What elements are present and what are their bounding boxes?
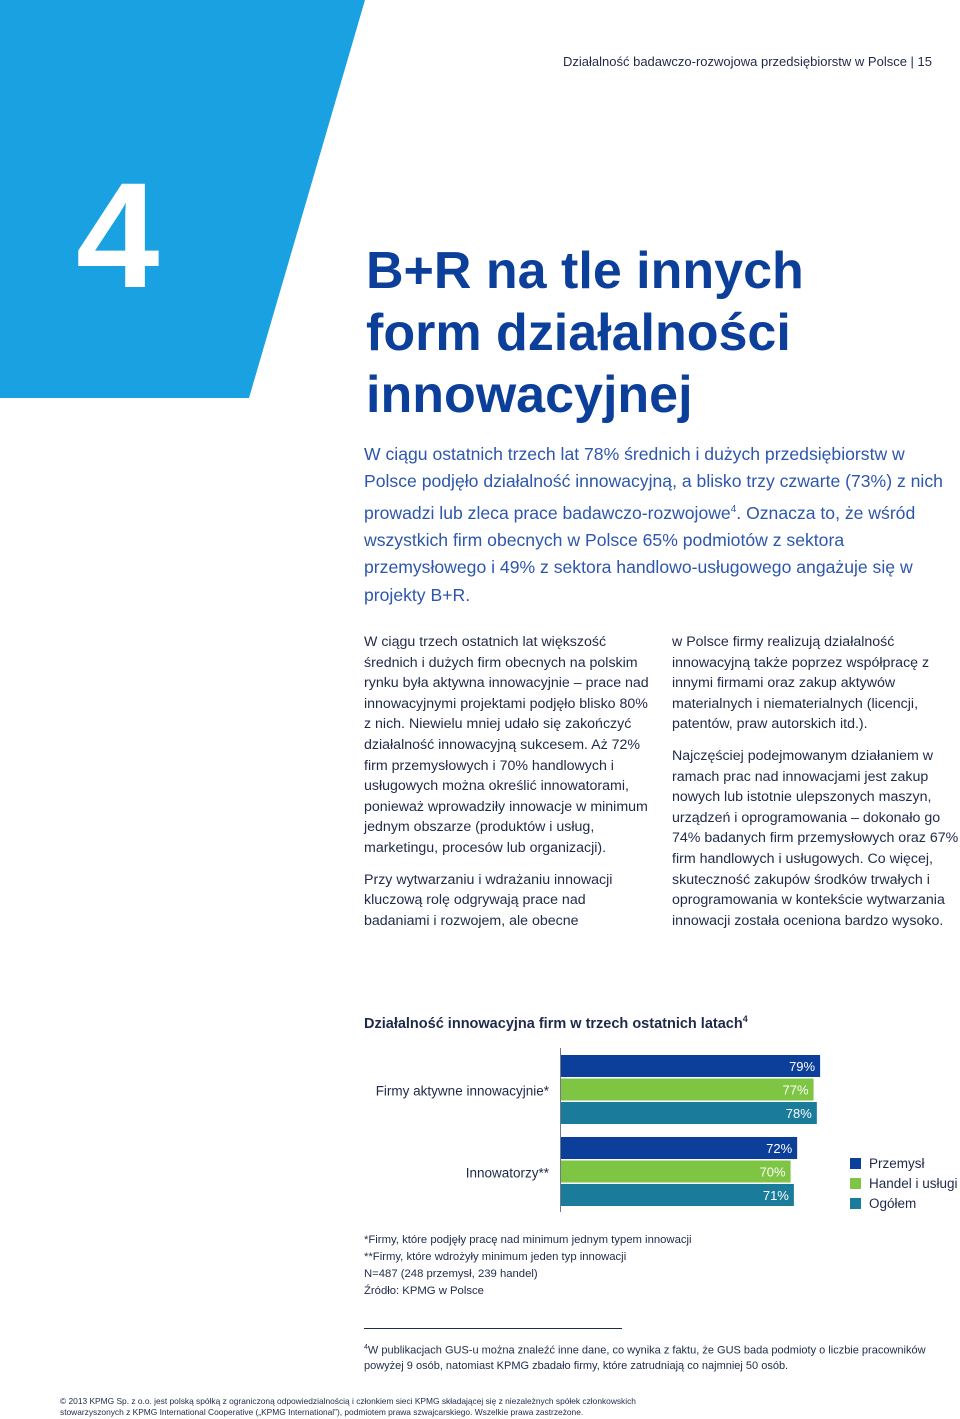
copyright: © 2013 KPMG Sp. z o.o. jest polską spółką z ograniczoną odpowiedzialnością i członkiem sieci KPMG składającej się z niezależnych spółek członkowskich stowarzyszonych z KPMG International Cooperative („KPMG International”), podmiotem prawa szwajcarskiego. Wszelkie prawa zastrzeżone. [60, 1396, 636, 1417]
bar [561, 1161, 791, 1183]
chapter-number: 4 [76, 151, 160, 319]
body-paragraph: Przy wytwarzaniu i wdrażaniu innowacji kluczową rolę odgrywają prace nad badaniami i rozwojem, ale obecne [364, 871, 613, 929]
bar [561, 1184, 794, 1206]
legend-swatch [850, 1198, 861, 1209]
running-header: Działalność badawczo-rozwojowa przedsiębiorstw w Polsce | 15 [563, 54, 932, 69]
title-line: form działalności [366, 304, 791, 362]
category-label: Innowatorzy** [465, 1165, 549, 1181]
data-label: 71% [762, 1188, 789, 1203]
category-label: Firmy aktywne innowacyjnie* [375, 1083, 549, 1099]
footnote: $^4$W publikacjach GUS-u można znaleźć inne dane, co wynika z faktu, że GUS bada podmioty o liczbie pracowników powyżej 9 osób, natomiast KPMG zbadało firmy, które zatrudniają co najmniej 50 osób. [364, 1344, 926, 1372]
legend-item: Handel i usługi [850, 1173, 958, 1193]
footnote-divider [364, 1328, 622, 1329]
title-line: B+R na tle innych [366, 242, 804, 300]
data-label: 70% [759, 1164, 786, 1180]
chart-notes [364, 1232, 692, 1300]
footnote-ref: 4 [730, 503, 737, 515]
chart-legend [850, 1153, 958, 1213]
body-paragraph: W ciągu trzech ostatnich lat większość średnich i dużych firm obecnych na polskim rynku była aktywna innowacyjnie – prace nad innowacyjnymi projektami podjęło blisko 80% z nich. Niewielu mniej udało się zakończyć działalność innowacyjną sukcesem. Aż 72% firm przemysłowych i 70% handlowych i usługowych można określić innowatorami, ponieważ wprowadziły innowacje w minimum jednym obszarze (produktów i usług, marketingu, procesów lub organizacji). [364, 634, 649, 856]
legend-swatch [850, 1158, 861, 1169]
body-paragraph: w Polsce firmy realizują działalność innowacyjną także poprzez współpracę z innymi firmami oraz zakup aktywów materialnych i niematerialnych (licencji, patentów, praw autorskich itd.). [672, 634, 930, 733]
source-note: Źródło: KPMG w Polsce [364, 1285, 484, 1297]
note: N=487 (248 przemysł, 239 handel) [364, 1268, 538, 1280]
bar [561, 1102, 817, 1124]
data-label: 72% [766, 1141, 793, 1156]
body-paragraph: Najczęściej podejmowanym działaniem w ramach prac nad innowacjami jest zakup nowych lub istotnie ulepszonych maszyn, urządzeń i oprogramowania – dokonało go 74% badanych firm przemysłowych oraz 67% firm handlowych i usługowych. Co więcej, skuteczność zakupów środków trwałych i oprogramowania w kontekście wytwarzania innowacji została oceniona bardzo wysoko. [672, 747, 959, 929]
chart-title: Działalność innowacyjna firm w trzech ostatnich latach$^4$ [364, 1014, 748, 1032]
lead-paragraph: W ciągu ostatnich trzech lat 78% średnich i dużych przedsiębiorstw w Polsce podjęło działalność innowacyjną, a blisko trzy czwarte (73%) z nich prowadzi lub zleca prace badawczo-rozwojowe$^4$. Oznacza to, że wśród wszystkich firm obecnych w Polsce 65% podmiotów z sektora przemysłowego i 49% z sektora handlowo-usługowego angażuje się w projekty B+R. [364, 444, 943, 605]
legend-item: Ogółem [850, 1193, 958, 1213]
data-label: 79% [789, 1059, 816, 1074]
legend-swatch [850, 1178, 861, 1189]
legend-item: Przemysł [850, 1153, 958, 1173]
title-line: innowacyjnej [366, 366, 693, 424]
bar [561, 1055, 820, 1077]
data-label: 78% [785, 1106, 812, 1121]
note: **Firmy, które wdrożyły minimum jeden typ innowacji [364, 1251, 627, 1263]
data-label: 77% [782, 1082, 809, 1098]
bar [561, 1079, 814, 1101]
note: *Firmy, które podjęły pracę nad minimum jednym typem innowacji [364, 1234, 692, 1246]
bar [561, 1137, 797, 1159]
